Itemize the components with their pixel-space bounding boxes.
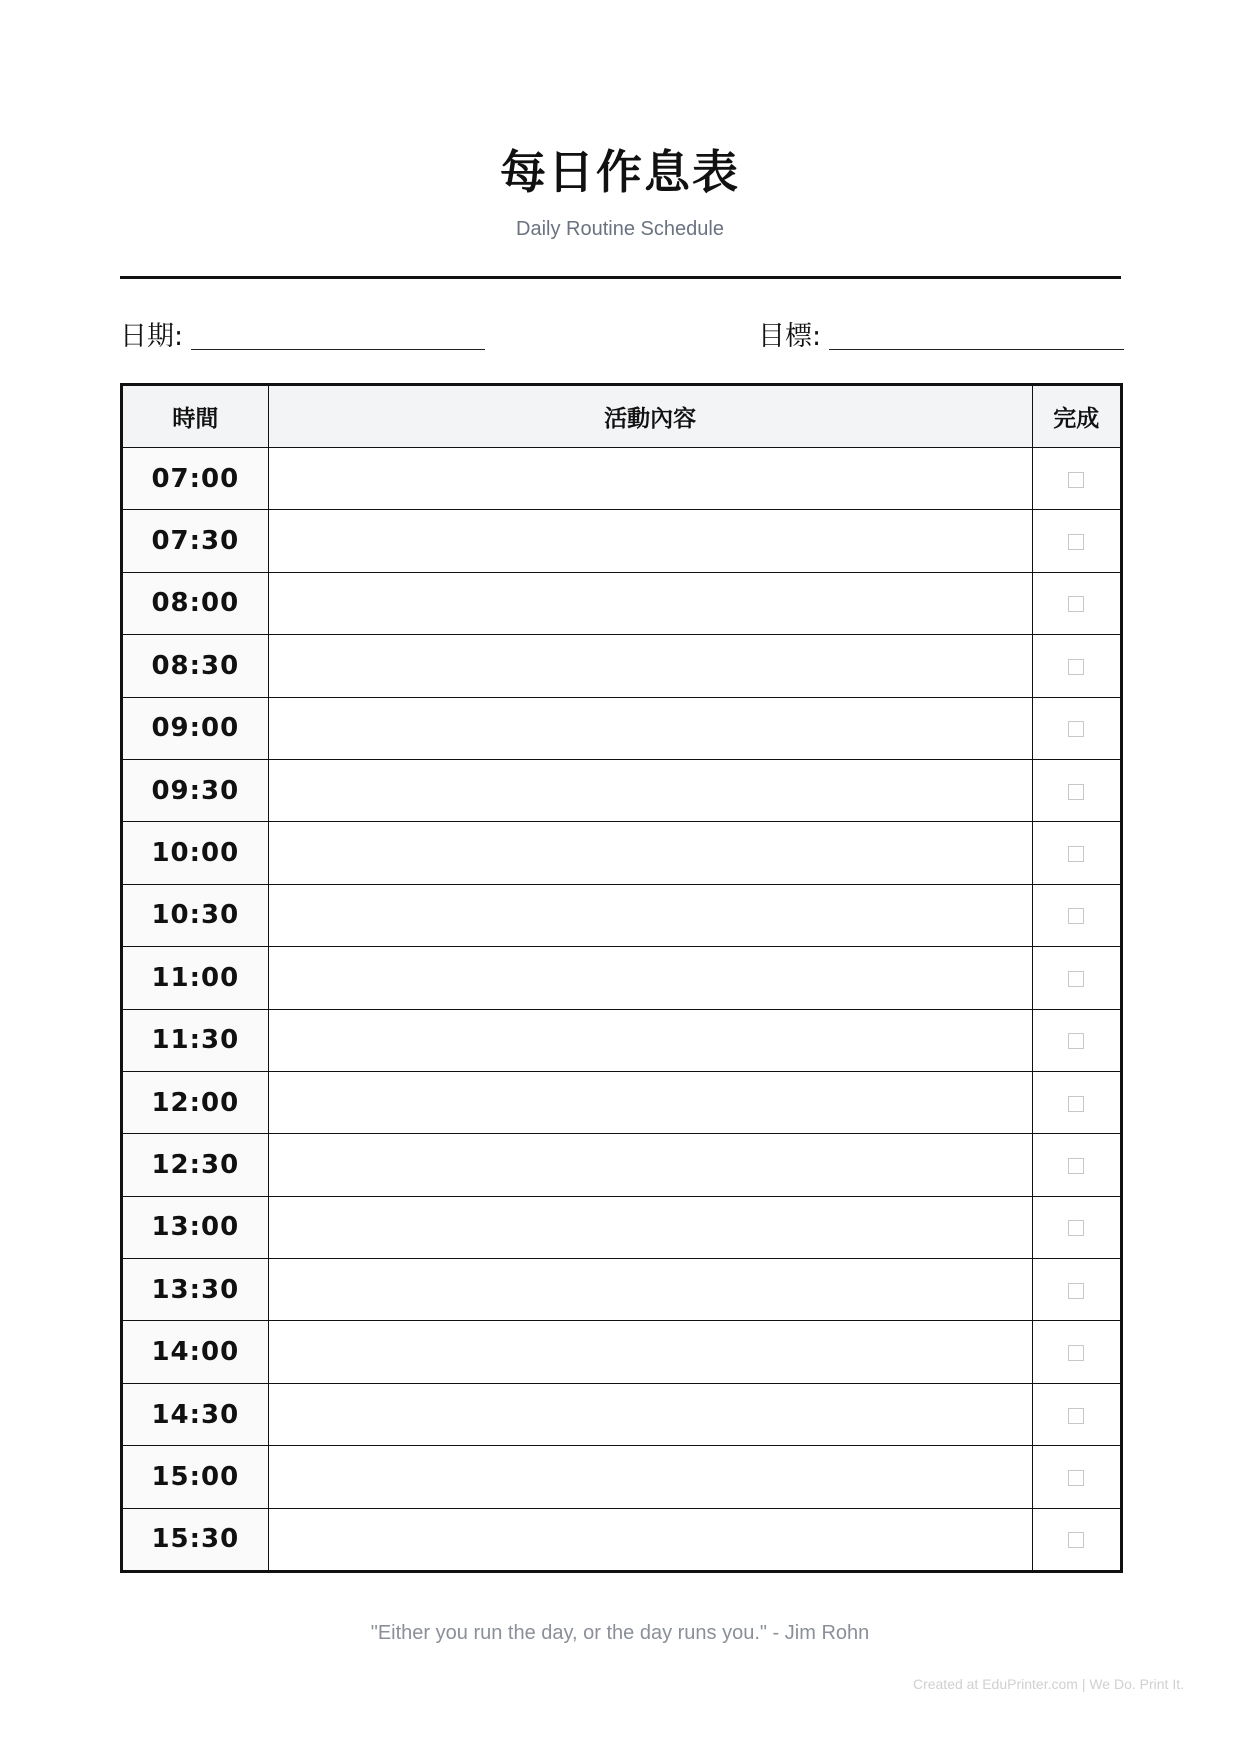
done-checkbox[interactable] [1068, 472, 1084, 488]
table-row [122, 572, 1122, 634]
page-title: 每日作息表 [500, 145, 740, 199]
table-row [122, 1321, 1122, 1383]
time-slot: 14:30 [122, 1383, 269, 1445]
time-slot: 09:00 [122, 697, 269, 759]
activity-input[interactable] [268, 947, 1032, 1009]
time-slot: 07:00 [122, 448, 269, 510]
time-slot: 15:00 [122, 1446, 269, 1508]
done-cell [1032, 1196, 1121, 1258]
time-slot: 10:00 [122, 822, 269, 884]
activity-input[interactable] [268, 759, 1032, 821]
table-row [122, 759, 1122, 821]
table-row [122, 947, 1122, 1009]
column-header-done: 完成 [1032, 385, 1121, 448]
header-divider [120, 276, 1121, 279]
table-row [122, 1009, 1122, 1071]
done-checkbox[interactable] [1068, 1408, 1084, 1424]
footer-quote: "Either you run the day, or the day runs you." - Jim Rohn [370, 1622, 870, 1644]
time-slot: 15:30 [122, 1508, 269, 1571]
done-checkbox[interactable] [1068, 846, 1084, 862]
activity-input[interactable] [268, 1508, 1032, 1571]
column-header-time: 時間 [122, 385, 269, 448]
done-checkbox[interactable] [1068, 534, 1084, 550]
done-cell [1032, 510, 1121, 572]
table-row [122, 1259, 1122, 1321]
done-cell [1032, 759, 1121, 821]
done-checkbox[interactable] [1068, 908, 1084, 924]
table-row [122, 448, 1122, 510]
time-slot: 13:00 [122, 1196, 269, 1258]
table-row [122, 1446, 1122, 1508]
done-checkbox[interactable] [1068, 1345, 1084, 1361]
done-checkbox[interactable] [1068, 1033, 1084, 1049]
date-label: 日期: [120, 321, 184, 352]
goal-field [758, 314, 1124, 354]
done-cell [1032, 1508, 1121, 1571]
page-subtitle: Daily Routine Schedule [516, 218, 724, 240]
activity-input[interactable] [268, 1196, 1032, 1258]
column-header-activity: 活動內容 [268, 385, 1032, 448]
activity-input[interactable] [268, 448, 1032, 510]
done-cell [1032, 1383, 1121, 1445]
done-cell [1032, 1259, 1121, 1321]
done-checkbox[interactable] [1068, 1470, 1084, 1486]
time-slot: 08:00 [122, 572, 269, 634]
table-header-row [122, 385, 1122, 448]
time-slot: 11:00 [122, 947, 269, 1009]
table-row [122, 1196, 1122, 1258]
done-cell [1032, 822, 1121, 884]
schedule-body [122, 448, 1122, 1572]
activity-input[interactable] [268, 635, 1032, 697]
table-row [122, 1383, 1122, 1445]
done-cell [1032, 1446, 1121, 1508]
done-cell [1032, 1321, 1121, 1383]
time-slot: 07:30 [122, 510, 269, 572]
activity-input[interactable] [268, 1446, 1032, 1508]
table-row [122, 884, 1122, 946]
goal-label: 目標: [758, 321, 822, 352]
activity-input[interactable] [268, 697, 1032, 759]
done-checkbox[interactable] [1068, 1532, 1084, 1548]
done-cell [1032, 947, 1121, 1009]
done-cell [1032, 697, 1121, 759]
date-field [120, 314, 485, 354]
time-slot: 14:00 [122, 1321, 269, 1383]
done-cell [1032, 1134, 1121, 1196]
done-checkbox[interactable] [1068, 971, 1084, 987]
time-slot: 12:00 [122, 1071, 269, 1133]
time-slot: 08:30 [122, 635, 269, 697]
activity-input[interactable] [268, 1321, 1032, 1383]
activity-input[interactable] [268, 510, 1032, 572]
table-row [122, 1134, 1122, 1196]
table-row [122, 1508, 1122, 1571]
footer-credit: Created at EduPrinter.com | We Do. Print It. [912, 1676, 1184, 1692]
activity-input[interactable] [268, 1259, 1032, 1321]
table-row [122, 635, 1122, 697]
done-checkbox[interactable] [1068, 721, 1084, 737]
table-row [122, 510, 1122, 572]
done-checkbox[interactable] [1068, 596, 1084, 612]
table-row [122, 822, 1122, 884]
done-cell [1032, 448, 1121, 510]
activity-input[interactable] [268, 822, 1032, 884]
done-checkbox[interactable] [1068, 1220, 1084, 1236]
date-input-line[interactable] [191, 321, 485, 350]
done-checkbox[interactable] [1068, 659, 1084, 675]
schedule-table [120, 383, 1123, 1573]
time-slot: 10:30 [122, 884, 269, 946]
done-cell [1032, 1071, 1121, 1133]
done-cell [1032, 635, 1121, 697]
done-checkbox[interactable] [1068, 1096, 1084, 1112]
done-checkbox[interactable] [1068, 1283, 1084, 1299]
done-cell [1032, 1009, 1121, 1071]
done-checkbox[interactable] [1068, 1158, 1084, 1174]
done-checkbox[interactable] [1068, 784, 1084, 800]
time-slot: 12:30 [122, 1134, 269, 1196]
activity-input[interactable] [268, 1009, 1032, 1071]
time-slot: 09:30 [122, 759, 269, 821]
activity-input[interactable] [268, 1383, 1032, 1445]
time-slot: 11:30 [122, 1009, 269, 1071]
done-cell [1032, 884, 1121, 946]
time-slot: 13:30 [122, 1259, 269, 1321]
activity-input[interactable] [268, 1134, 1032, 1196]
table-row [122, 697, 1122, 759]
activity-input[interactable] [268, 1071, 1032, 1133]
activity-input[interactable] [268, 572, 1032, 634]
table-row [122, 1071, 1122, 1133]
done-cell [1032, 572, 1121, 634]
goal-input-line[interactable] [829, 321, 1124, 350]
activity-input[interactable] [268, 884, 1032, 946]
